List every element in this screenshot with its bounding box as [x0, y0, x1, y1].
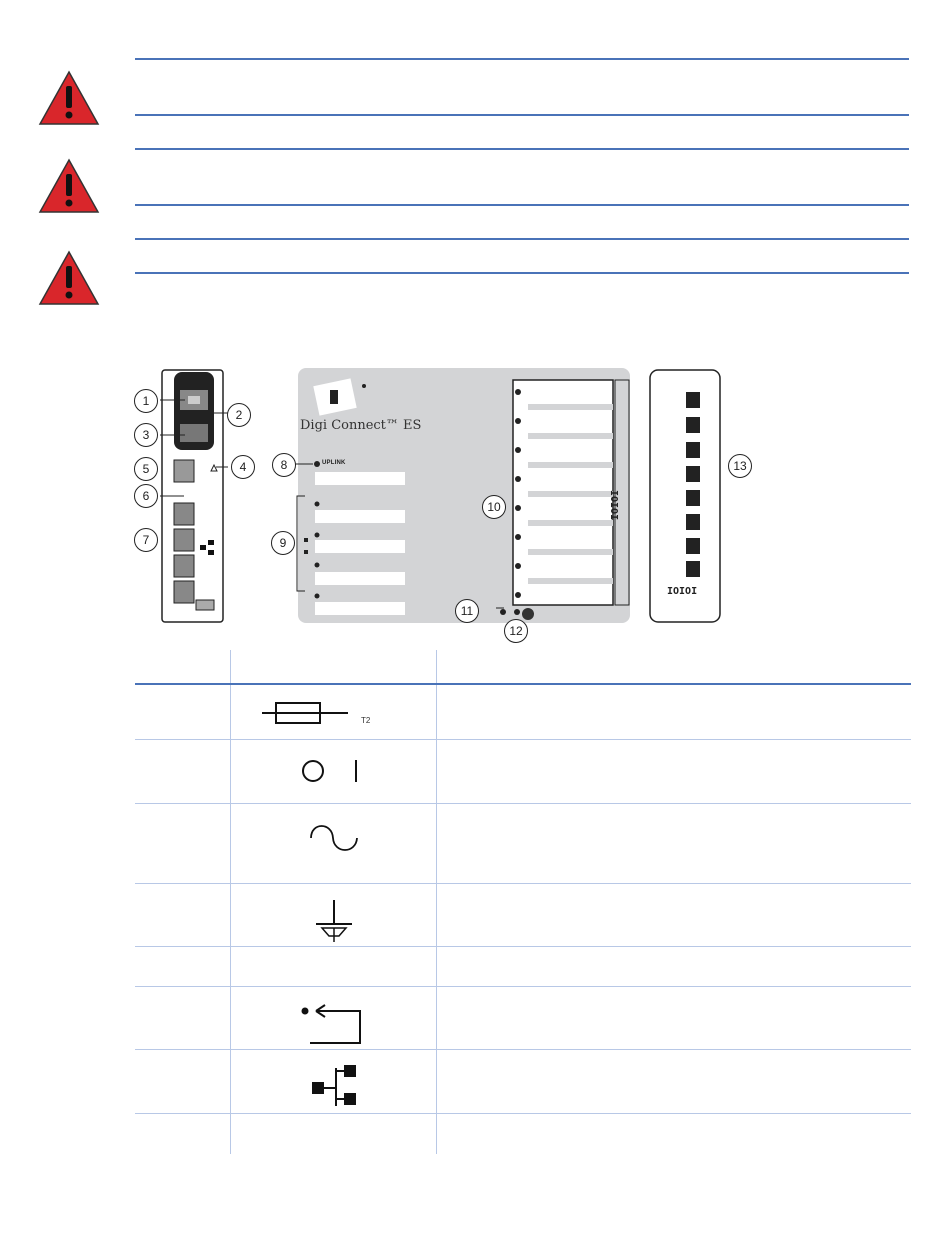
ac-current-icon: [308, 820, 360, 856]
reset-icon: [298, 1003, 364, 1047]
callout-7: 7: [134, 528, 158, 552]
device-diagram: [130, 360, 760, 645]
table-rule: [135, 946, 911, 947]
callout-1: 1: [134, 389, 158, 413]
table-rule: [135, 986, 911, 987]
rule-line: [135, 272, 909, 274]
uplink-label-area: [315, 472, 405, 485]
reset-button: [174, 460, 194, 482]
serial-marker-vertical: IOIOI: [608, 490, 619, 521]
ethernet-port: [174, 581, 194, 603]
ethernet-port: [174, 503, 194, 525]
serial-marker: IOIOI: [667, 586, 698, 597]
ground-icon: [312, 898, 356, 944]
callout-2: 2: [227, 403, 251, 427]
table-rule: [135, 739, 911, 740]
callout-13: 13: [728, 454, 752, 478]
table-rule: [135, 1113, 911, 1114]
rule-line: [135, 58, 909, 60]
network-icon: [310, 1062, 360, 1108]
callout-4: 4: [231, 455, 255, 479]
callout-8: 8: [272, 453, 296, 477]
rear-panel: [650, 370, 720, 622]
warning-triangle-icon: [38, 250, 100, 306]
fuse-rating: T2: [361, 716, 371, 725]
table-divider: [230, 650, 231, 1154]
callout-11: 11: [455, 599, 479, 623]
warning-triangle-icon: [38, 70, 100, 126]
warning-triangle-icon: [38, 158, 100, 214]
fuse-icon: [260, 698, 350, 728]
table-rule: [135, 1049, 911, 1050]
brand-label: Digi Connect™ ES: [300, 418, 422, 433]
callout-6: 6: [134, 484, 158, 508]
callout-9: 9: [271, 531, 295, 555]
callout-10: 10: [482, 495, 506, 519]
ethernet-port: [174, 529, 194, 551]
rule-line: [135, 148, 909, 150]
power-switch-icon: [300, 757, 362, 785]
rule-line: [135, 238, 909, 240]
table-rule: [135, 803, 911, 804]
uplink-label: UPLINK: [322, 460, 346, 466]
ethernet-port: [174, 555, 194, 577]
rule-line: [135, 114, 909, 116]
table-header-rule: [135, 683, 911, 685]
rule-line: [135, 204, 909, 206]
table-divider: [436, 650, 437, 1154]
callout-3: 3: [134, 423, 158, 447]
table-rule: [135, 883, 911, 884]
callout-12: 12: [504, 619, 528, 643]
callout-5: 5: [134, 457, 158, 481]
